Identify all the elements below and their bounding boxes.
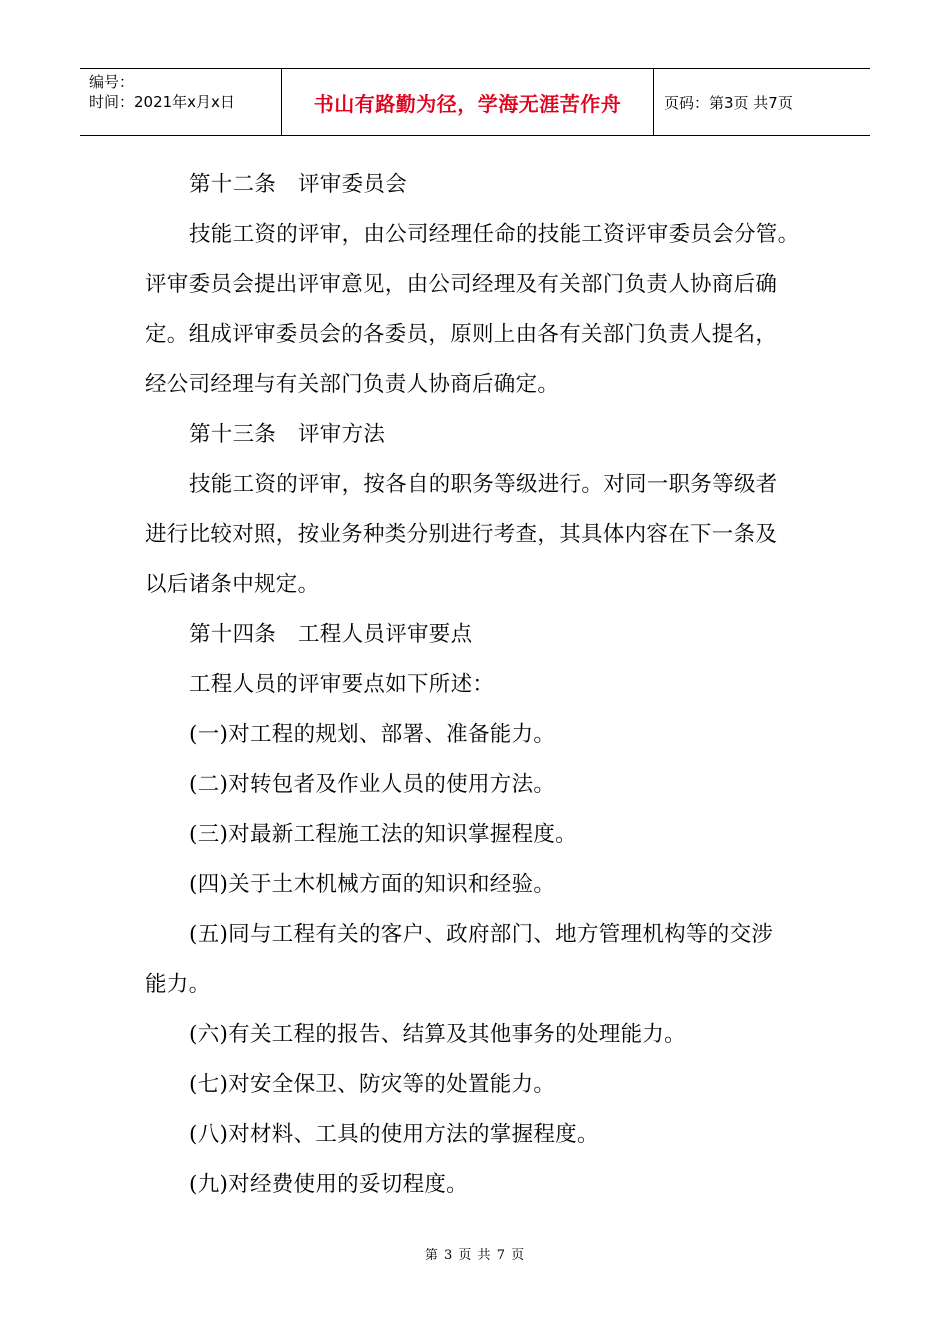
list-item: (六)有关工程的报告、结算及其他事务的处理能力。 — [189, 1022, 686, 1047]
paragraph-line: 工程人员的评审要点如下所述： — [189, 672, 495, 697]
page-footer: 第 3 页 共 7 页 — [424, 1248, 526, 1263]
document-time-label: 时间：2021年x月x日 — [89, 93, 235, 111]
page-header — [80, 68, 870, 136]
paragraph-line: 技能工资的评审，由公司经理任命的技能工资评审委员会分管。 — [189, 222, 800, 247]
article-12-heading: 第十二条 评审委员会 — [189, 172, 408, 197]
list-item: (四)关于土木机械方面的知识和经验。 — [189, 872, 556, 897]
paragraph-line: 定。组成评审委员会的各委员，原则上由各有关部门负责人提名， — [145, 322, 778, 347]
document-body — [145, 160, 805, 1210]
header-motto: 书山有路勤为径，学海无涯苦作舟 — [282, 69, 654, 135]
list-item: (五)同与工程有关的客户、政府部门、地方管理机构等的交涉 — [189, 922, 774, 947]
document-number-label: 编号： — [89, 73, 135, 91]
paragraph-line: 以后诸条中规定。 — [145, 572, 320, 597]
article-13-heading: 第十三条 评审方法 — [189, 422, 386, 447]
header-meta — [80, 69, 282, 135]
list-item: (八)对材料、工具的使用方法的掌握程度。 — [189, 1122, 599, 1147]
article-14-heading: 第十四条 工程人员评审要点 — [189, 622, 473, 647]
paragraph-line: 经公司经理与有关部门负责人协商后确定。 — [145, 372, 560, 397]
list-item-continuation: 能力。 — [145, 972, 211, 997]
header-page-number: 页码：第3页 共7页 — [664, 93, 793, 112]
paragraph-line: 评审委员会提出评审意见，由公司经理及有关部门负责人协商后确 — [145, 272, 778, 297]
list-item: (七)对安全保卫、防灾等的处置能力。 — [189, 1072, 556, 1097]
list-item: (二)对转包者及作业人员的使用方法。 — [189, 772, 556, 797]
paragraph-line: 进行比较对照，按业务种类分别进行考查，其具体内容在下一条及 — [145, 522, 778, 547]
list-item: (三)对最新工程施工法的知识掌握程度。 — [189, 822, 577, 847]
list-item: (九)对经费使用的妥切程度。 — [189, 1172, 468, 1197]
paragraph-line: 技能工资的评审，按各自的职务等级进行。对同一职务等级者 — [189, 472, 778, 497]
list-item: (一)对工程的规划、部署、准备能力。 — [189, 722, 556, 747]
